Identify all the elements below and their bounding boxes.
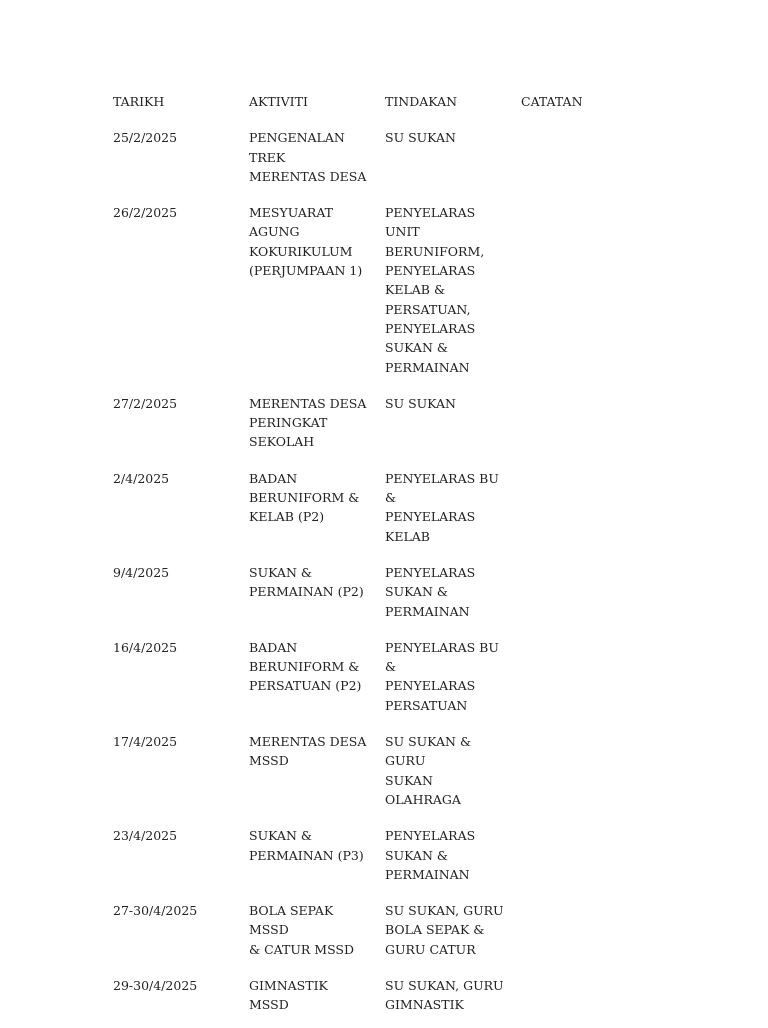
cell-tindakan-line: SU SUKAN & GURU [385,734,472,769]
cell-tindakan [383,390,519,465]
table-body [111,124,657,1027]
cell-catatan [519,634,657,728]
cell-tindakan [383,465,519,559]
cell-aktiviti-line: SEKOLAH [249,434,315,450]
cell-aktiviti-line: KOKURIKULUM [249,243,353,259]
cell-catatan [519,972,657,1028]
cell-aktiviti-line: BERUNIFORM & [249,659,360,675]
cell-tindakan-line: SUKAN OLAHRAGA [385,772,461,807]
cell-tindakan-line: GIMNASTIK [385,997,464,1013]
cell-tarikh: 27-30/4/2025 [113,903,198,919]
cell-tindakan-line: PENYELARAS UNIT [385,205,476,240]
cell-tindakan-line: PENYELARAS [385,263,476,279]
cell-tarikh: 16/4/2025 [113,639,178,655]
cell-catatan [519,897,657,972]
cell-tindakan-line: PENYELARAS [385,509,476,525]
cell-aktiviti [247,972,383,1028]
table-row [111,559,657,634]
cell-tindakan-line: SU SUKAN [385,130,456,146]
cell-aktiviti-line: PERINGKAT [249,415,328,431]
cell-aktiviti [247,465,383,559]
table-header [111,88,657,124]
cell-tindakan-line: SUKAN & [385,847,448,863]
cell-tarikh: 27/2/2025 [113,395,178,411]
cell-tindakan-line: PERMAINAN [385,359,470,375]
cell-tarikh: 29-30/4/2025 [113,977,198,993]
cell-aktiviti [247,124,383,199]
cell-tindakan [383,897,519,972]
cell-tindakan [383,972,519,1028]
cell-tindakan [383,559,519,634]
cell-aktiviti-line: SUKAN & [249,564,312,580]
cell-aktiviti-line: AGUNG [249,224,300,240]
cell-aktiviti [247,199,383,390]
cell-tarikh: 2/4/2025 [113,470,170,486]
cell-tindakan-line: PENYELARAS [385,320,476,336]
cell-aktiviti [247,897,383,972]
cell-aktiviti-line: MSSD [249,753,289,769]
cell-tindakan-line: GURU CATUR [385,941,476,957]
cell-aktiviti-line: BERUNIFORM & [249,490,360,506]
header-aktiviti: AKTIVITI [249,94,308,109]
cell-aktiviti-line: MERENTAS DESA [249,734,367,750]
cell-tindakan-line: PERSATUAN [385,697,468,713]
cell-catatan [519,822,657,897]
cell-tindakan-line: SU SUKAN, GURU [385,903,504,919]
cell-aktiviti-line: SUKAN & [249,828,312,844]
header-tarikh: TARIKH [113,94,165,109]
cell-tarikh: 23/4/2025 [113,828,178,844]
cell-aktiviti-line: PERSATUAN (P2) [249,678,362,694]
table-row [111,634,657,728]
cell-tindakan [383,822,519,897]
cell-aktiviti [247,634,383,728]
cell-aktiviti-line: BADAN [249,470,298,486]
cell-catatan [519,559,657,634]
cell-tindakan-line: KELAB [385,528,430,544]
table-row [111,897,657,972]
cell-tindakan-line: PENYELARAS [385,828,476,844]
table-row [111,390,657,465]
cell-aktiviti-line: GIMNASTIK MSSD [249,977,328,1013]
cell-catatan [519,199,657,390]
cell-tindakan-line: SU SUKAN, GURU [385,977,504,993]
cell-tindakan [383,199,519,390]
schedule-table [111,88,657,1028]
cell-aktiviti-line: & CATUR MSSD [249,941,354,957]
cell-aktiviti-line: MESYUARAT [249,205,334,221]
cell-tindakan-line: PENYELARAS BU & [385,639,499,675]
cell-catatan [519,465,657,559]
cell-aktiviti-line: PENGENALAN TREK [249,130,345,165]
header-tindakan: TINDAKAN [385,94,458,109]
cell-catatan [519,390,657,465]
cell-tarikh: 9/4/2025 [113,564,170,580]
header-catatan: CATATAN [521,94,583,109]
cell-tindakan-line: PERMAINAN [385,866,470,882]
cell-tindakan-line: KELAB & [385,282,446,298]
cell-tindakan-line: BERUNIFORM, [385,243,485,259]
cell-tindakan [383,728,519,822]
table-row [111,728,657,822]
cell-aktiviti-line: BOLA SEPAK MSSD [249,903,334,938]
cell-tarikh: 25/2/2025 [113,130,178,146]
cell-aktiviti-line: MERENTAS DESA [249,395,367,411]
cell-tindakan-line: SUKAN & [385,584,448,600]
cell-tindakan [383,634,519,728]
cell-tarikh: 17/4/2025 [113,734,178,750]
cell-aktiviti-line: PERMAINAN (P2) [249,584,364,600]
cell-aktiviti-line: BADAN [249,639,298,655]
cell-tindakan [383,124,519,199]
cell-aktiviti [247,822,383,897]
cell-aktiviti [247,559,383,634]
table-row [111,822,657,897]
cell-tindakan-line: PENYELARAS [385,564,476,580]
cell-tindakan-line: PENYELARAS BU & [385,470,499,506]
cell-aktiviti-line: KELAB (P2) [249,509,325,525]
cell-aktiviti [247,390,383,465]
table-row [111,124,657,199]
cell-aktiviti-line: (PERJUMPAAN 1) [249,263,363,279]
cell-aktiviti [247,728,383,822]
table-row [111,465,657,559]
table-row [111,199,657,390]
cell-tindakan-line: PERSATUAN, [385,301,471,317]
table-row [111,972,657,1028]
cell-catatan [519,124,657,199]
cell-tindakan-line: PERMAINAN [385,603,470,619]
cell-catatan [519,728,657,822]
cell-tindakan-line: SU SUKAN [385,395,456,411]
cell-tarikh: 26/2/2025 [113,205,178,221]
cell-tindakan-line: SUKAN & [385,340,448,356]
header-row [111,88,657,124]
cell-tindakan-line: BOLA SEPAK & [385,922,485,938]
cell-aktiviti-line: PERMAINAN (P3) [249,847,364,863]
cell-aktiviti-line: MERENTAS DESA [249,168,367,184]
cell-tindakan-line: PENYELARAS [385,678,476,694]
